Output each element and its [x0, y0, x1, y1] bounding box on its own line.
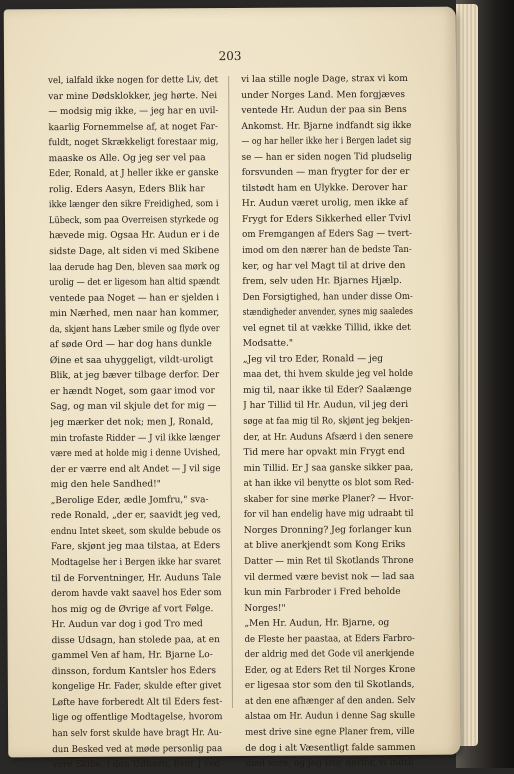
- text-line: J har Tillid til Hr. Audun, vil jeg deri: [243, 400, 409, 412]
- text-line: endnu Intet skeet, som skulde bebude os: [50, 525, 221, 537]
- text-line: vel egnet til at vække Tillid, ikke det: [242, 322, 411, 334]
- text-line: der aldrig med det Gode vil anerkjende: [244, 649, 415, 661]
- text-line: vore Skibe, i den Udhavn, hvor J ved: [52, 759, 221, 771]
- text-line: Norges Dronning? Jeg forlanger kun: [243, 524, 412, 536]
- text-line: at den ene afhænger af den anden. Selv: [244, 695, 416, 707]
- text-line: søge at faa mig til Ro, skjønt jeg bekjen-: [243, 415, 413, 427]
- text-line: tilstødt ham en Ulykke. Derover har: [241, 182, 408, 194]
- text-line: kongelige Hr. Fader, skulde efter givet: [51, 681, 222, 693]
- left-column: [48, 73, 222, 774]
- text-line: for vil han endelig have mig udraabt til: [243, 509, 414, 521]
- text-line: min Nærhed, men naar han kommer,: [49, 308, 220, 320]
- text-line: skaber for sine mørke Planer? — Hvor-: [243, 493, 414, 505]
- text-line: da, skjønt hans Læber smile og flyde over: [49, 323, 220, 335]
- text-line: hos mig og de Øvrige af vort Følge.: [51, 603, 214, 615]
- text-line: rede Ronald, „der er, saavidt jeg ved,: [50, 510, 221, 522]
- text-line: Fare, skjønt jeg maa tilstaa, at Eders: [50, 541, 221, 553]
- text-line: Datter — min Ret til Skotlands Throne: [244, 555, 414, 567]
- text-line: vel, ialfald ikke nogen for dette Liv, det: [48, 75, 219, 87]
- text-line: disse Udsagn, han stolede paa, at en: [51, 634, 220, 646]
- text-line: vil dermed være bevist nok — lad saa: [244, 571, 415, 583]
- text-line: under Norges Land. Men forgjæves: [241, 89, 406, 101]
- text-line: være med at holde mig i denne Uvished,: [50, 448, 221, 460]
- text-line: min trofaste Ridder — J vil ikke længer: [50, 432, 221, 444]
- text-line: stændigheder anvender, synes mig saaledes: [242, 307, 413, 319]
- text-line: der er værre end alt Andet — J vil sige: [50, 463, 221, 475]
- text-line: lige og offentlige Modtagelse, hvorom: [52, 712, 223, 724]
- text-line: at blive anerkjendt som Kong Eriks: [243, 540, 406, 552]
- text-line: at han ikke vil benytte os blot som Red-: [243, 478, 415, 490]
- text-line: Den Forsigtighed, han under disse Om-: [242, 291, 413, 303]
- text-line: Blik, at jeg bæver tilbage derfor. Der: [49, 370, 220, 382]
- text-line: mig til, naar ikke til Eder? Saalænge: [243, 384, 412, 396]
- text-line: Lübeck, som paa Overreisen styrkede og: [48, 215, 219, 227]
- text-line: sidste Dage, alt siden vi med Skibene: [49, 246, 220, 258]
- text-line: Norges!": [244, 603, 286, 614]
- text-line: er ligesaa stor som den til Skotlands,: [244, 680, 415, 692]
- text-line: maa det, thi hvem skulde jeg vel holde: [242, 369, 413, 381]
- text-line: er hændt Noget, som gaar imod vor: [50, 386, 215, 398]
- text-line: — modsig mig ikke, — jeg har en uvil-: [48, 106, 219, 118]
- text-line: Ankomst. Hr. Bjarne indfandt sig ikke: [241, 120, 412, 132]
- text-line: derom havde vakt saavel hos Eder som: [51, 588, 222, 600]
- text-line: „Men Hr. Audun, Hr. Bjarne, og: [244, 618, 390, 630]
- text-line: „Jeg vil tro Eder, Ronald — jeg: [242, 353, 384, 365]
- text-line: Eder, og at Eders Ret til Norges Krone: [244, 664, 416, 676]
- text-line: kun min Farbroder i Fred beholde: [244, 587, 401, 598]
- text-line: Sag, og man vil skjule det for mig —: [50, 401, 217, 413]
- text-line: forsvunden — man frygter for der er: [241, 167, 410, 179]
- text-line: af søde Ord — har dog hans dunkle: [49, 339, 212, 351]
- text-line: „Berolige Eder, ædle Jomfru," sva-: [50, 494, 209, 506]
- text-line: de dog i alt Væsentligt falde sammen: [245, 742, 416, 754]
- text-line: jeg mærker det nok; men J, Ronald,: [50, 417, 214, 429]
- text-line: mig den hele Sandhed!": [50, 479, 161, 491]
- text-line: dinsson, fordum Kantsler hos Eders: [51, 665, 217, 677]
- text-line: Modsatte.": [242, 338, 294, 350]
- text-line: maaske os Alle. Og jeg ser vel paa: [48, 152, 206, 164]
- text-line: hævede mig. Ogsaa Hr. Audun er i de: [49, 230, 220, 242]
- text-line: Tid mere har opvakt min Frygt end: [243, 447, 405, 459]
- text-line: fuldt, noget Skrækkeligt forestaar mig,: [48, 137, 219, 149]
- column-divider: [228, 76, 233, 708]
- text-line: Frygt for Eders Sikkerhed eller Tvivl: [241, 213, 411, 225]
- page-number: 203: [218, 48, 242, 64]
- text-line: om Fremgangen af Eders Sag — tvert-: [242, 229, 412, 241]
- text-line: kaarlig Fornemmelse af, at noget Far-: [48, 121, 218, 133]
- text-line: dun Besked ved at møde personlig paa: [52, 743, 223, 755]
- text-line: gammel Ven af ham, Hr. Bjarne Lo-: [51, 650, 213, 662]
- text-line: med vore, og jeg tror derfor, vi indtil: [245, 757, 414, 769]
- text-line: Øine et saa uhyggeligt, vildt-uroligt: [49, 354, 214, 366]
- text-line: de Fleste her paastaa, at Eders Farbro-: [244, 633, 415, 645]
- text-line: se — han er siden nogen Tid pludselig: [241, 151, 412, 163]
- text-line: var mine Dødsklokker, jeg hørte. Nei: [48, 90, 218, 102]
- book-page: [4, 7, 461, 771]
- text-line: ikke længer den sikre Freidighed, som i: [48, 199, 219, 211]
- right-column: [241, 72, 415, 773]
- text-line: ventede paa Noget — han er sjelden i: [49, 292, 220, 304]
- text-line: frem, selv uden Hr. Bjarnes Hjælp.: [242, 276, 402, 288]
- text-line: mest drive sine egne Planer frem, ville: [245, 726, 415, 738]
- text-line: laa derude hag Den, bleven saa mørk og: [49, 261, 220, 273]
- text-line: han selv forst skulde have bragt Hr. Au-: [52, 728, 222, 740]
- text-line: rolig. Eders Aasyn, Eders Blik har: [48, 183, 205, 195]
- text-line: Hr. Audun været urolig, men ikke af: [241, 198, 408, 210]
- text-line: Eder, Ronald, at J heller ikke er ganske: [48, 168, 219, 180]
- text-line: imod om den nærer han de bedste Tan-: [242, 244, 412, 256]
- text-line: alstaa om Hr. Audun i denne Sag skulle: [245, 711, 416, 723]
- text-line: ventede Hr. Audun der paa sin Bens: [241, 105, 407, 117]
- text-line: der, at Hr. Auduns Afsærd i den senere: [243, 431, 414, 443]
- text-line: urolig — det er ligesom han altid spændt: [49, 277, 220, 289]
- text-line: Modtagelse her i Bergen ikke har svaret: [51, 557, 221, 569]
- text-line: min Tillid. Er J saa ganske sikker paa,: [243, 462, 414, 474]
- text-line: Hr. Audun var dog i god Tro med: [51, 619, 203, 631]
- text-line: — og har heller ikke her i Bergen ladet sig: [241, 136, 412, 148]
- text-line: ker, og har vel Magt til at drive den: [242, 260, 406, 272]
- text-line: Løfte have forberedt Alt til Eders fest-: [51, 696, 223, 708]
- text-line: til de Forventninger, Hr. Auduns Tale: [51, 572, 222, 584]
- text-line: vi laa stille nogle Dage, strax vi kom: [241, 73, 408, 85]
